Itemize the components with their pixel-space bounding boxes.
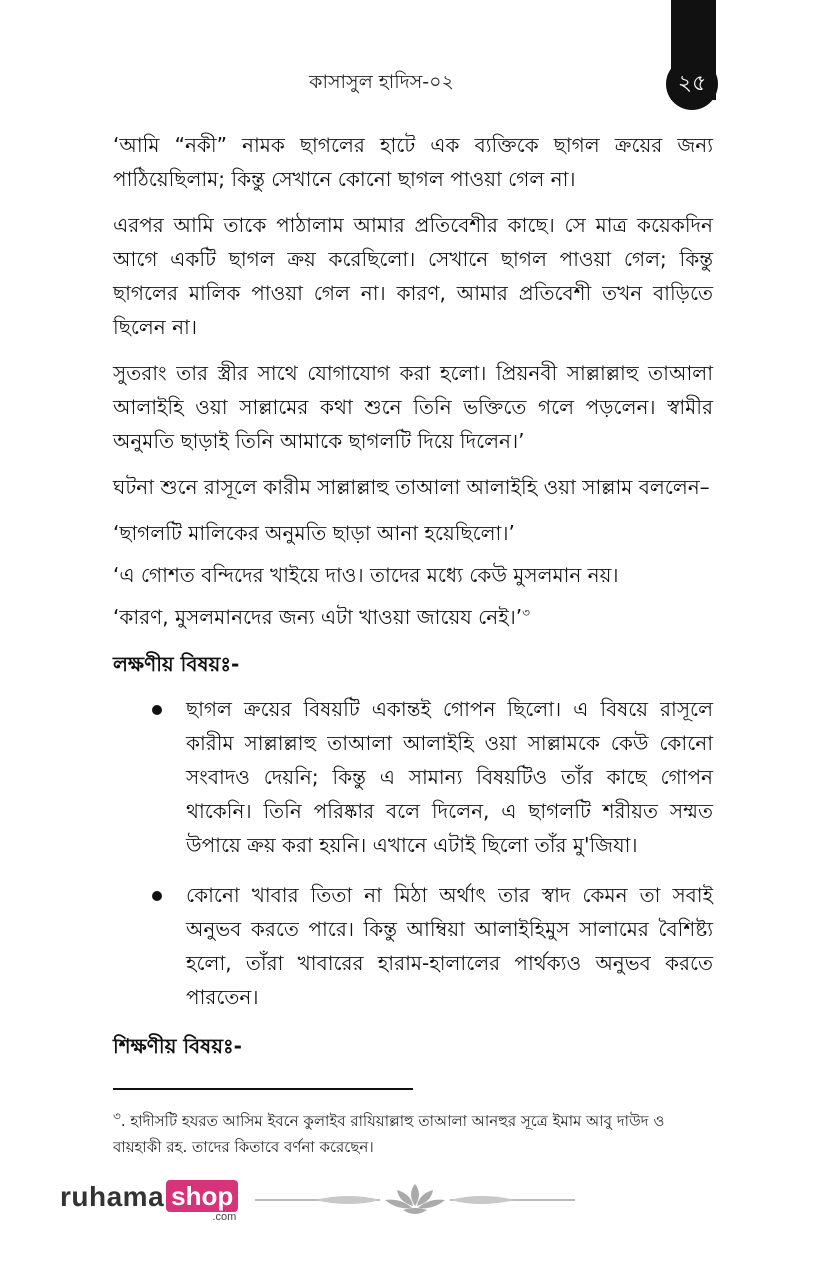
paragraph: সুতরাং তার স্ত্রীর সাথে যোগাযোগ করা হলো। প্রিয়নবী সাল্লাল্লাহু তাআলা আলাইহি ওয়া সাল্লামের কথা শুনে তিনি ভক্তিতে গলে পড়লেন। স্বামীর অনুমতি ছাড়াই তিনি আমাকে ছাগলটি দিয়ে দিলেন।’ xyxy=(113,361,713,453)
footnote xyxy=(113,1108,713,1160)
bullet-icon xyxy=(152,705,162,715)
logo-shop-badge xyxy=(166,1180,238,1223)
paragraph-with-footnote xyxy=(113,600,713,634)
footnote-text: . হাদীসটি হযরত আসিম ইবনে কুলাইব রাযিয়াল্লাহু তাআলা আনহুর সূত্রে ইমাম আবু দাউদ ও বায়হাকী রহ. তাদের কিতাবে বর্ণনা করেছেন। xyxy=(113,1112,665,1156)
paragraph: ‘আমি “নকী” নামক ছাগলের হাটে এক ব্যক্তিকে ছাগল ক্রয়ের জন্য পাঠিয়েছিলাম; কিন্তু সেখানে কোনো ছাগল পাওয়া গেল না। xyxy=(113,133,713,191)
list-item-text: ছাগল ক্রয়ের বিষয়টি একান্তই গোপন ছিলো। এ বিষয়ে রাসূলে কারীম সাল্লাল্লাহু তাআলা আলাইহি ওয়া সাল্লামকে কেউ কোনো সংবাদও দেয়নি; কিন্তু এ সামান্য বিষয়টিও তাঁর কাছে গোপন থাকেনি। তিনি পরিষ্কার বলে দিলেন, এ ছাগলটি শরীয়ত সম্মত উপায়ে ক্রয় করা হয়নি। এখানে এটাই ছিলো তাঁর মু'জিযা। xyxy=(186,697,713,857)
paragraph: ‘এ গোশত বন্দিদের খাইয়ে দাও। তাদের মধ্যে কেউ মুসলমান নয়। xyxy=(113,563,619,587)
logo-shop-text: shop xyxy=(166,1180,238,1212)
running-head: কাসাসুল হাদিস-০২ xyxy=(309,71,454,93)
paragraph: ঘটনা শুনে রাসূলে কারীম সাল্লাল্লাহু তাআলা আলাইহি ওয়া সাল্লাম বললেন– xyxy=(113,475,710,499)
floral-ornament-icon xyxy=(255,1180,575,1220)
paragraph: ‘ছাগলটি মালিকের অনুমতি ছাড়া আনা হয়েছিলো।’ xyxy=(113,521,515,545)
footnote-reference[interactable]: ৩ xyxy=(522,605,530,620)
footnote-divider xyxy=(113,1088,413,1090)
logo-suffix: .com xyxy=(212,1211,237,1223)
body-text xyxy=(113,128,713,1074)
list-item xyxy=(113,878,713,1014)
paragraph-text: ‘কারণ, মুসলমানদের জন্য এটা খাওয়া জায়েয নেই।’ xyxy=(113,605,523,629)
list-item xyxy=(113,692,713,862)
footnote-marker: ৩ xyxy=(113,1109,121,1123)
page-number: ২৫ xyxy=(666,58,718,110)
section-heading-lessons: শিক্ষণীয় বিষয়ঃ- xyxy=(113,1034,242,1058)
list-item-text: কোনো খাবার তিতা না মিঠা অর্থাৎ তার স্বাদ কেমন তা সবাই অনুভব করতে পারে। কিন্তু আম্বিয়া আলাইহিমুস সালামের বৈশিষ্ট্য হলো, তাঁরা খাবারের হারাম-হালালের পার্থক্যও অনুভব করতে পারতেন। xyxy=(186,883,713,1009)
bullet-list xyxy=(113,692,713,1014)
bullet-icon xyxy=(152,891,162,901)
logo-text: ruhama xyxy=(60,1181,165,1212)
section-heading-noteworthy: লক্ষণীয় বিষয়ঃ- xyxy=(113,652,240,676)
paragraph: এরপর আমি তাকে পাঠালাম আমার প্রতিবেশীর কাছে। সে মাত্র কয়েকদিন আগে একটি ছাগল ক্রয় করেছিলো। সেখানে ছাগল পাওয়া গেল; কিন্তু ছাগলের মালিক পাওয়া গেল না। কারণ, আমার প্রতিবেশী তখন বাড়িতে ছিলেন না। xyxy=(113,213,713,339)
ruhamashop-logo[interactable] xyxy=(60,1180,238,1224)
